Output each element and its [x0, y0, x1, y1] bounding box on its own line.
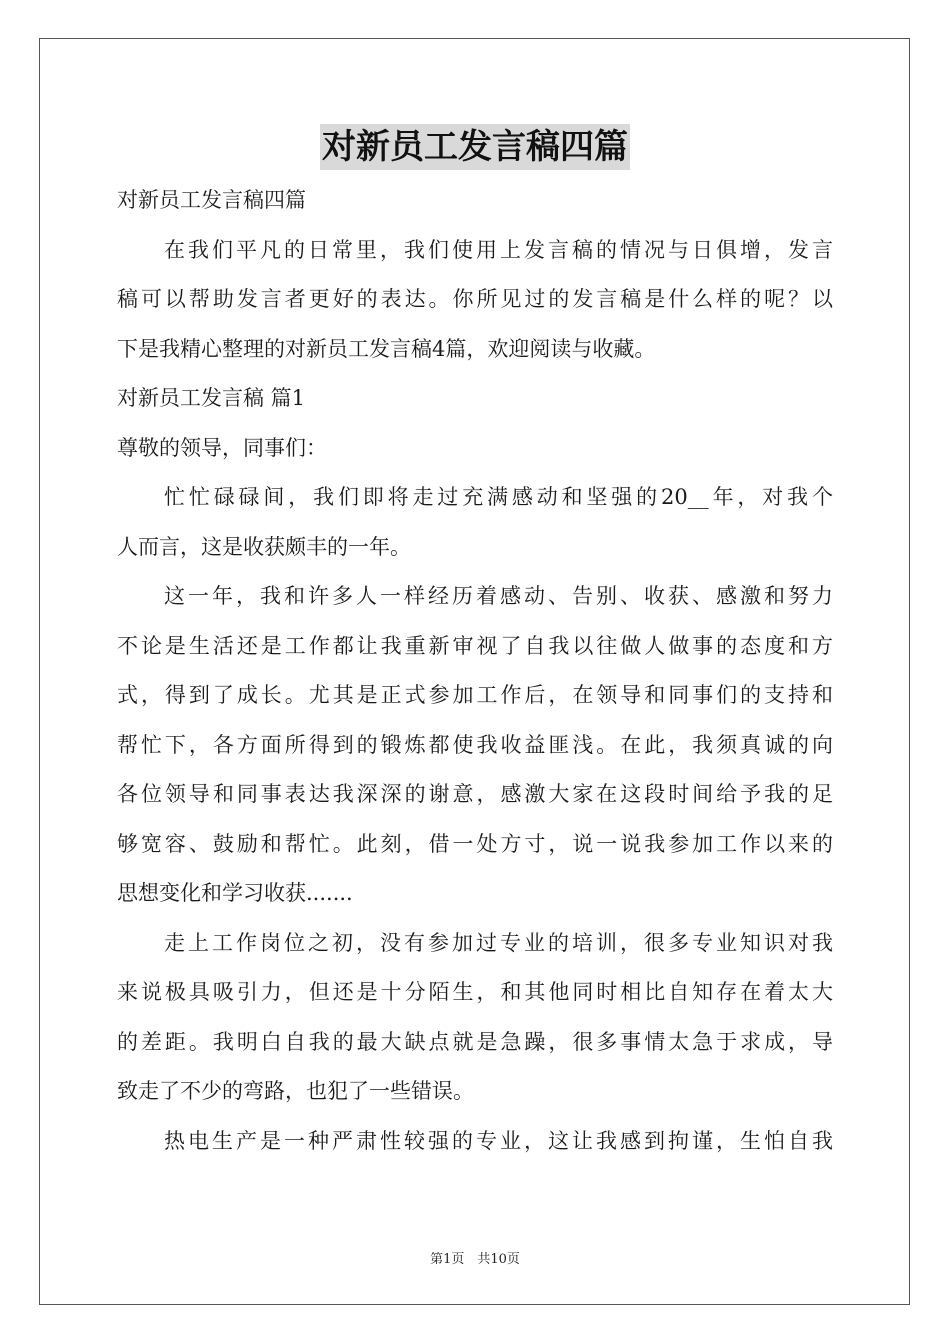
- text-line: 稿可以帮助发言者更好的表达。你所见过的发言稿是什么样的呢？以: [117, 287, 833, 311]
- text-line: 在我们平凡的日常里，我们使用上发言稿的情况与日俱增，发言: [164, 237, 833, 262]
- document-title: 对新员工发言稿四篇: [320, 124, 630, 170]
- text-line: 尊敬的领导，同事们：: [117, 435, 327, 460]
- text-line: 思想变化和学习收获.......: [117, 881, 353, 905]
- text-line: 致走了不少的弯路，也犯了一些错误。: [117, 1079, 474, 1103]
- text-line: 不论是生活还是工作都让我重新审视了自我以往做人做事的态度和方: [117, 633, 833, 658]
- text-line: 各位领导和同事表达我深深的谢意，感激大家在这段时间给予我的足: [117, 782, 833, 806]
- text-line: 的差距。我明白自我的最大缺点就是急躁，很多事情太急于求成，导: [117, 1029, 833, 1054]
- text-line: 式，得到了成长。尤其是正式参加工作后，在领导和同事们的支持和: [117, 683, 833, 707]
- text-line: 对新员工发言稿四篇: [117, 188, 306, 212]
- text-line: 下是我精心整理的对新员工发言稿4篇，欢迎阅读与收藏。: [117, 336, 656, 361]
- text-line: 够宽容、鼓励和帮忙。此刻，借一处方寸，说一说我参加工作以来的: [117, 831, 833, 856]
- text-line: 帮忙下，各方面所得到的锻炼都使我收益匪浅。在此，我须真诚的向: [117, 732, 833, 757]
- text-line: 这一年，我和许多人一样经历着感动、告别、收获、感激和努力: [164, 584, 833, 608]
- document-body: [117, 176, 833, 1166]
- text-line: 走上工作岗位之初，没有参加过专业的培训，很多专业知识对我: [164, 930, 833, 955]
- text-line: 来说极具吸引力，但还是十分陌生，和其他同时相比自知存在着太大: [117, 980, 833, 1004]
- page-number: 第1页 共10页: [430, 1252, 520, 1267]
- text-line: 忙忙碌碌间，我们即将走过充满感动和坚强的20__年，对我个: [164, 485, 833, 509]
- document-title-wrapper: [0, 124, 950, 170]
- text-line: 人而言，这是收获颇丰的一年。: [117, 534, 411, 559]
- text-line: 对新员工发言稿 篇1: [117, 386, 306, 410]
- text-line: 热电生产是一种严肃性较强的专业，这让我感到拘谨，生怕自我: [164, 1128, 833, 1153]
